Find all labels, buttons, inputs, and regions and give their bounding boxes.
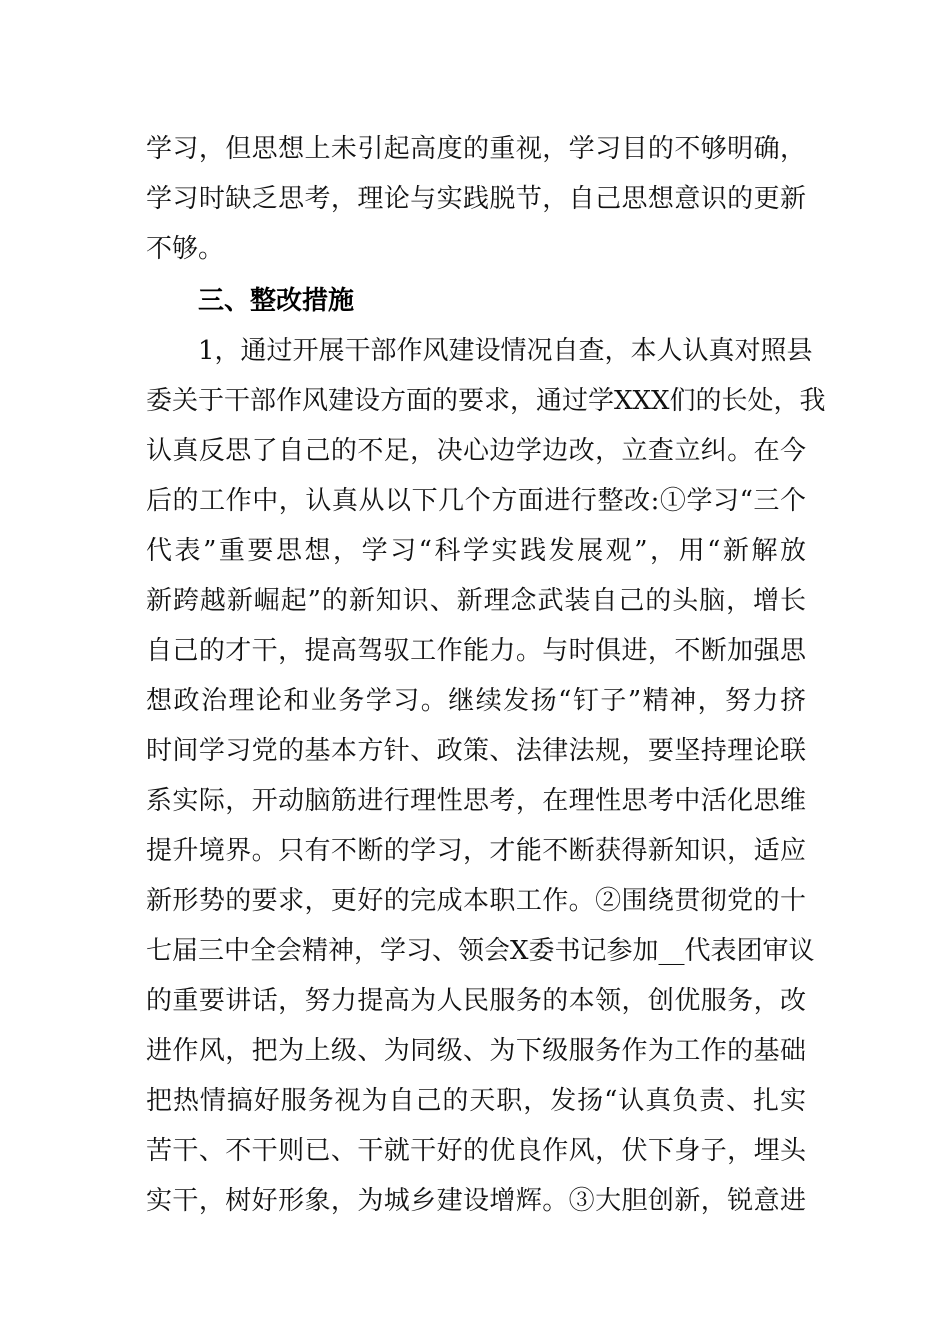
intro-line-1: 学习，但思想上未引起高度的重视，学习目的不够明确，: [146, 134, 806, 164]
main-line-5: 代表”重要思想，学习“科学实践发展观”，用“新解放: [146, 536, 806, 566]
main-line-18: 实干，树好形象，为城乡建设增辉。③大胆创新，锐意进: [146, 1186, 806, 1216]
main-line-15: 进作风，把为上级、为同级、为下级服务作为工作的基础: [146, 1036, 806, 1066]
main-line-6: 新跨越新崛起”的新知识、新理念武装自己的头脑，增长: [146, 586, 806, 616]
main-line-3: 认真反思了自己的不足，决心边学边改，立查立纠。在今: [146, 436, 806, 466]
main-line-17: 苦干、不干则已、干就干好的优良作风，伏下身子，埋头: [146, 1136, 806, 1166]
main-line-13: 七届三中全会精神，学习、领会X委书记参加__代表团审议: [146, 936, 815, 966]
main-line-11: 提升境界。只有不断的学习，才能不断获得新知识，适应: [146, 836, 806, 866]
intro-line-3: 不够。: [146, 234, 225, 264]
main-line-10: 系实际，开动脑筋进行理性思考，在理性思考中活化思维: [146, 786, 806, 816]
intro-line-2: 学习时缺乏思考，理论与实践脱节，自己思想意识的更新: [146, 184, 806, 214]
main-line-12: 新形势的要求，更好的完成本职工作。②围绕贯彻党的十: [146, 886, 806, 916]
main-line-4: 后的工作中，认真从以下几个方面进行整改:①学习“三个: [146, 486, 806, 516]
main-line-16: 把热情搞好服务视为自己的天职，发扬“认真负责、扎实: [146, 1086, 806, 1116]
section-heading: 三、整改措施: [198, 286, 355, 316]
main-line-1: 1，通过开展干部作风建设情况自查，本人认真对照县: [198, 336, 813, 366]
main-line-8: 想政治理论和业务学习。继续发扬“钉子”精神，努力挤: [146, 686, 806, 716]
main-line-9: 时间学习党的基本方针、政策、法律法规，要坚持理论联: [146, 736, 806, 766]
main-line-7: 自己的才干，提高驾驭工作能力。与时俱进，不断加强思: [146, 636, 806, 666]
main-line-14: 的重要讲话，努力提高为人民服务的本领，创优服务，改: [146, 986, 806, 1016]
main-line-2: 委关于干部作风建设方面的要求，通过学XXX们的长处，我: [146, 386, 826, 416]
